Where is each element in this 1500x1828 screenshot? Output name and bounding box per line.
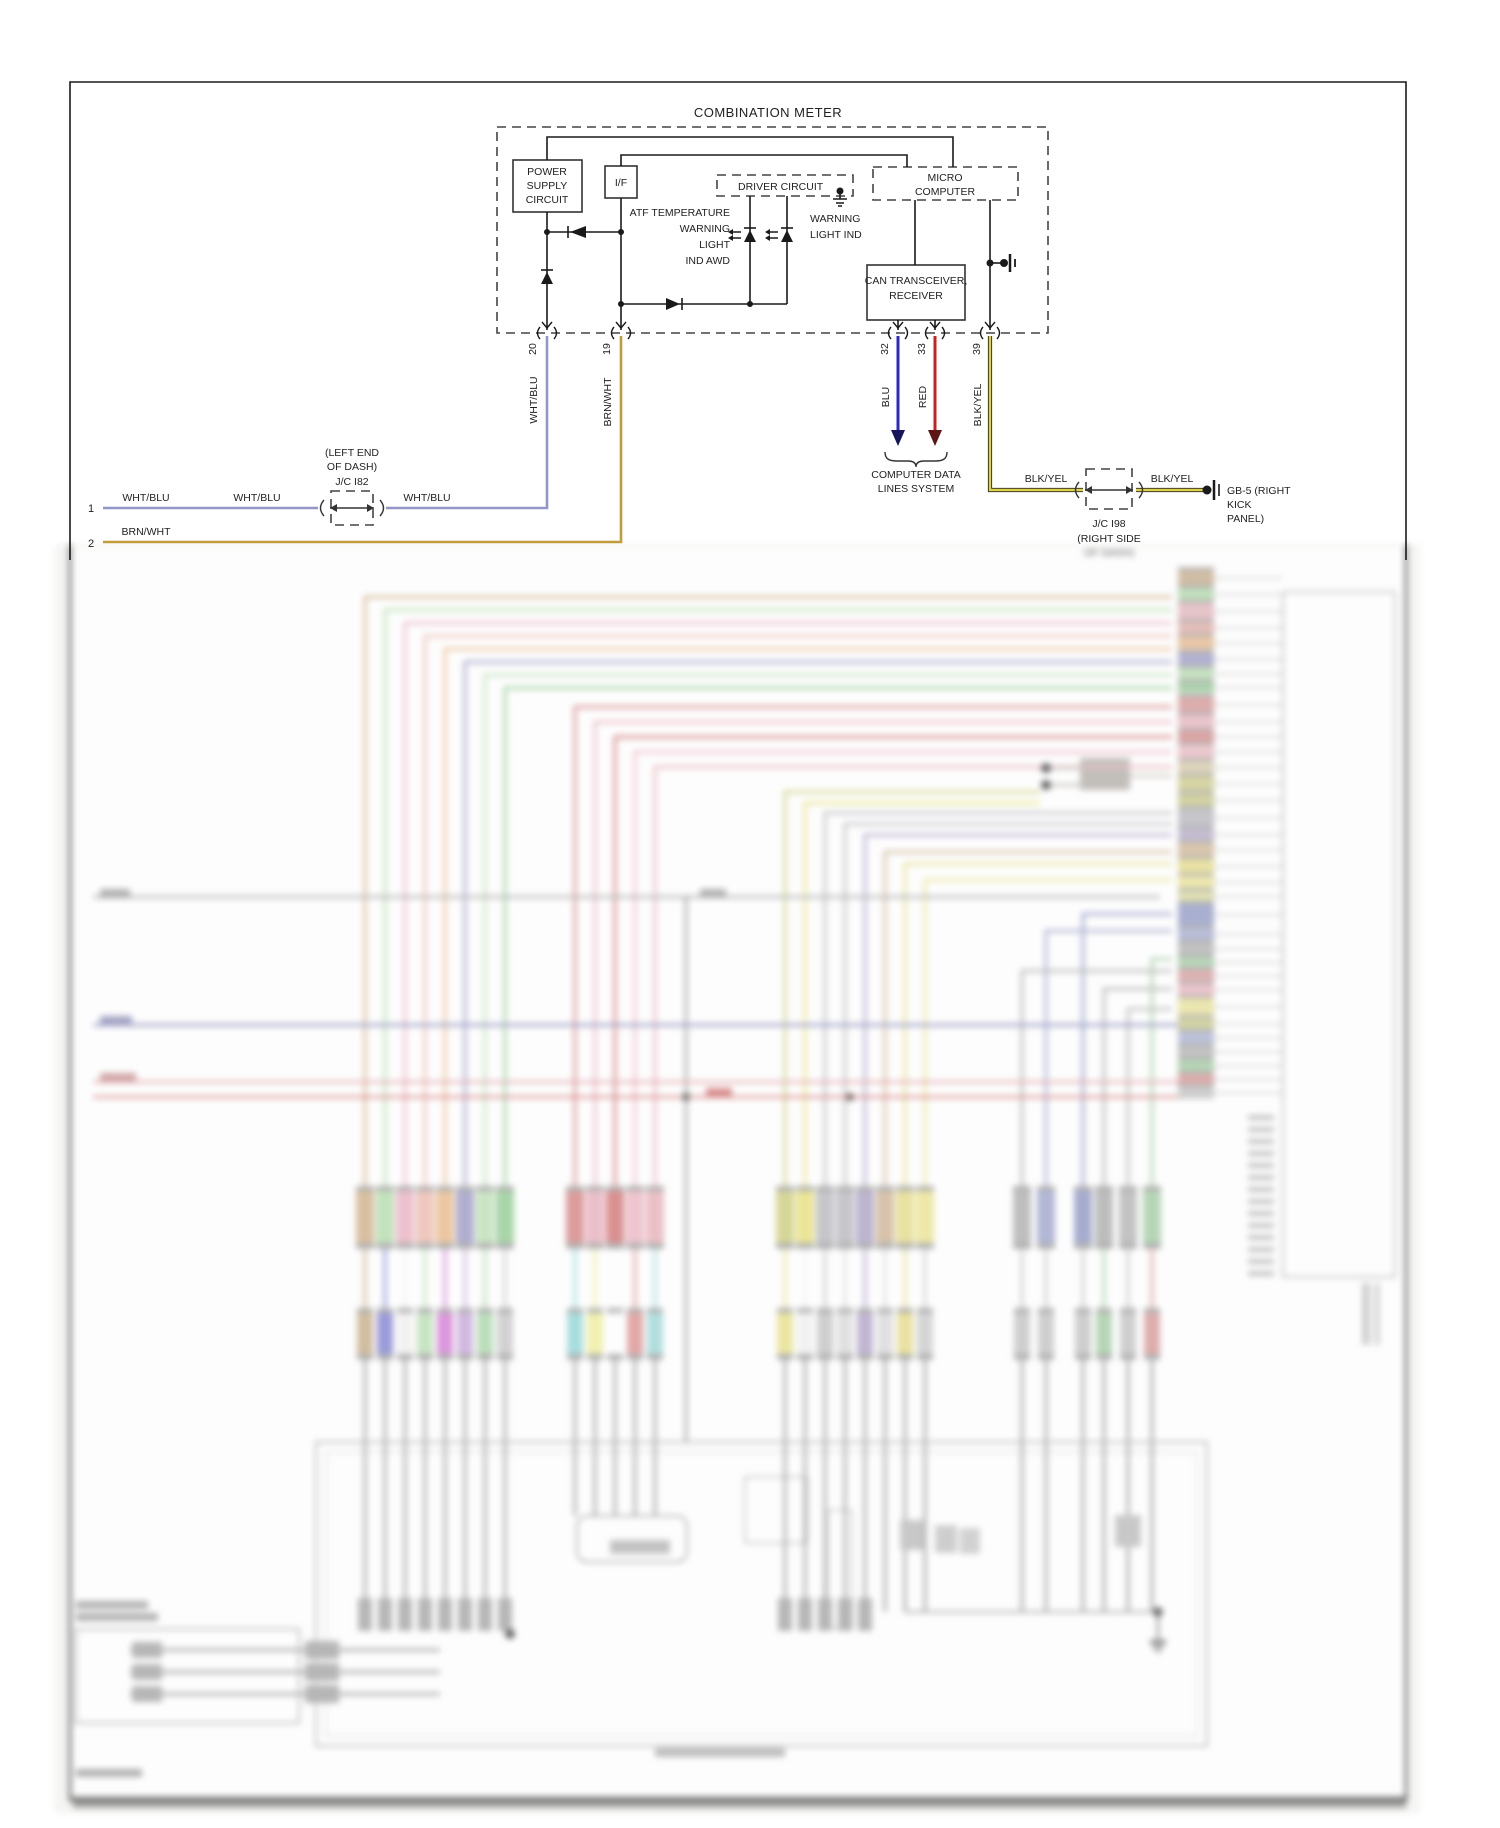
diode-left: [570, 226, 586, 238]
pin-numbers: [527, 343, 983, 355]
indicator-labels: [630, 207, 862, 267]
micro-line2: COMPUTER: [914, 186, 976, 198]
micro-computer-box: [873, 167, 1018, 200]
pin-19: 19: [601, 343, 613, 355]
warning-ind-line1: WARNING: [810, 213, 861, 225]
wire-color-labels: [528, 376, 984, 426]
warning-ind-line2: LIGHT IND: [810, 229, 862, 241]
row1-label3: WHT/BLU: [403, 492, 451, 504]
blkyel-label-left: BLK/YEL: [1024, 473, 1068, 485]
psc-line2: SUPPLY: [526, 180, 568, 192]
jci82-line3: J/C I82: [335, 476, 369, 488]
led-indicator-2: [765, 228, 793, 242]
gb5-line3: PANEL): [1227, 513, 1265, 525]
brace: [885, 452, 947, 467]
combination-meter-title: COMBINATION METER: [693, 105, 843, 120]
psc-line3: CIRCUIT: [525, 194, 569, 206]
label-blu-vert: BLU: [880, 386, 892, 408]
atf-line3: LIGHT: [699, 239, 730, 251]
gb5-ground-stud: [1203, 480, 1220, 500]
power-supply-circuit-box: [513, 160, 582, 212]
driver-circuit-label: DRIVER CIRCUIT: [738, 181, 824, 193]
driver-circuit-box: [717, 175, 853, 206]
can-line2: RECEIVER: [889, 290, 943, 302]
cdl-line2: LINES SYSTEM: [877, 483, 955, 495]
jc-i98-junction: [1025, 469, 1291, 545]
jci82-line1: (LEFT END: [324, 447, 380, 459]
can-transceiver-box: [865, 265, 968, 320]
jci98-line1: J/C I98: [1092, 518, 1126, 530]
atf-line4: IND AWD: [685, 255, 730, 267]
pin-33: 33: [916, 343, 928, 355]
row1-label1: WHT/BLU: [122, 492, 170, 504]
computer-data-lines: [871, 452, 960, 495]
can-line1: CAN TRANSCEIVER,: [864, 275, 968, 287]
blkyel-label-right: BLK/YEL: [1150, 473, 1194, 485]
row1-label2: WHT/BLU: [233, 492, 281, 504]
gb5-line2: KICK: [1227, 499, 1252, 511]
gb5-line1: GB-5 (RIGHT: [1227, 485, 1291, 497]
label-brnwht-vert: BRN/WHT: [602, 377, 614, 427]
diode-right: [666, 298, 680, 310]
label-blkyel-vert: BLK/YEL: [972, 383, 984, 427]
pin-39: 39: [971, 343, 983, 355]
blu-arrow: [891, 430, 905, 446]
blk-yel-outline: [990, 336, 1203, 490]
micro-line1: MICRO: [927, 172, 963, 184]
row2-number: 2: [88, 538, 95, 550]
connector-pins: [538, 322, 1000, 339]
row2-label1: BRN/WHT: [121, 526, 171, 538]
ground-icon: [833, 191, 847, 206]
jc-i82-junction: [321, 447, 384, 525]
red-arrow: [928, 430, 942, 446]
colored-wires: [103, 336, 1203, 542]
blk-yel-wire: [990, 336, 1203, 490]
brn-wht-wire: [103, 336, 621, 542]
jci98-line2: (RIGHT SIDE: [1077, 533, 1141, 545]
label-red-vert: RED: [917, 385, 929, 409]
wht-blu-wire: [386, 336, 547, 508]
chassis-ground-icon: [1000, 254, 1015, 272]
row1-number: 1: [88, 503, 95, 515]
interface-box: [605, 166, 637, 198]
atf-line2: WARNING: [679, 223, 730, 235]
figure-shape: OF DASH): [1083, 547, 1135, 559]
diode-up: [541, 272, 553, 284]
pin-32: 32: [879, 343, 891, 355]
atf-line1: ATF TEMPERATURE: [629, 207, 730, 219]
label-whtblu-vert: WHT/BLU: [528, 376, 540, 424]
if-label: I/F: [614, 177, 628, 189]
jci82-line2: OF DASH): [326, 461, 378, 473]
led-indicator-1: [728, 228, 756, 242]
psc-line1: POWER: [527, 166, 567, 178]
cdl-line1: COMPUTER DATA: [871, 469, 961, 481]
pin-20: 20: [527, 343, 539, 355]
